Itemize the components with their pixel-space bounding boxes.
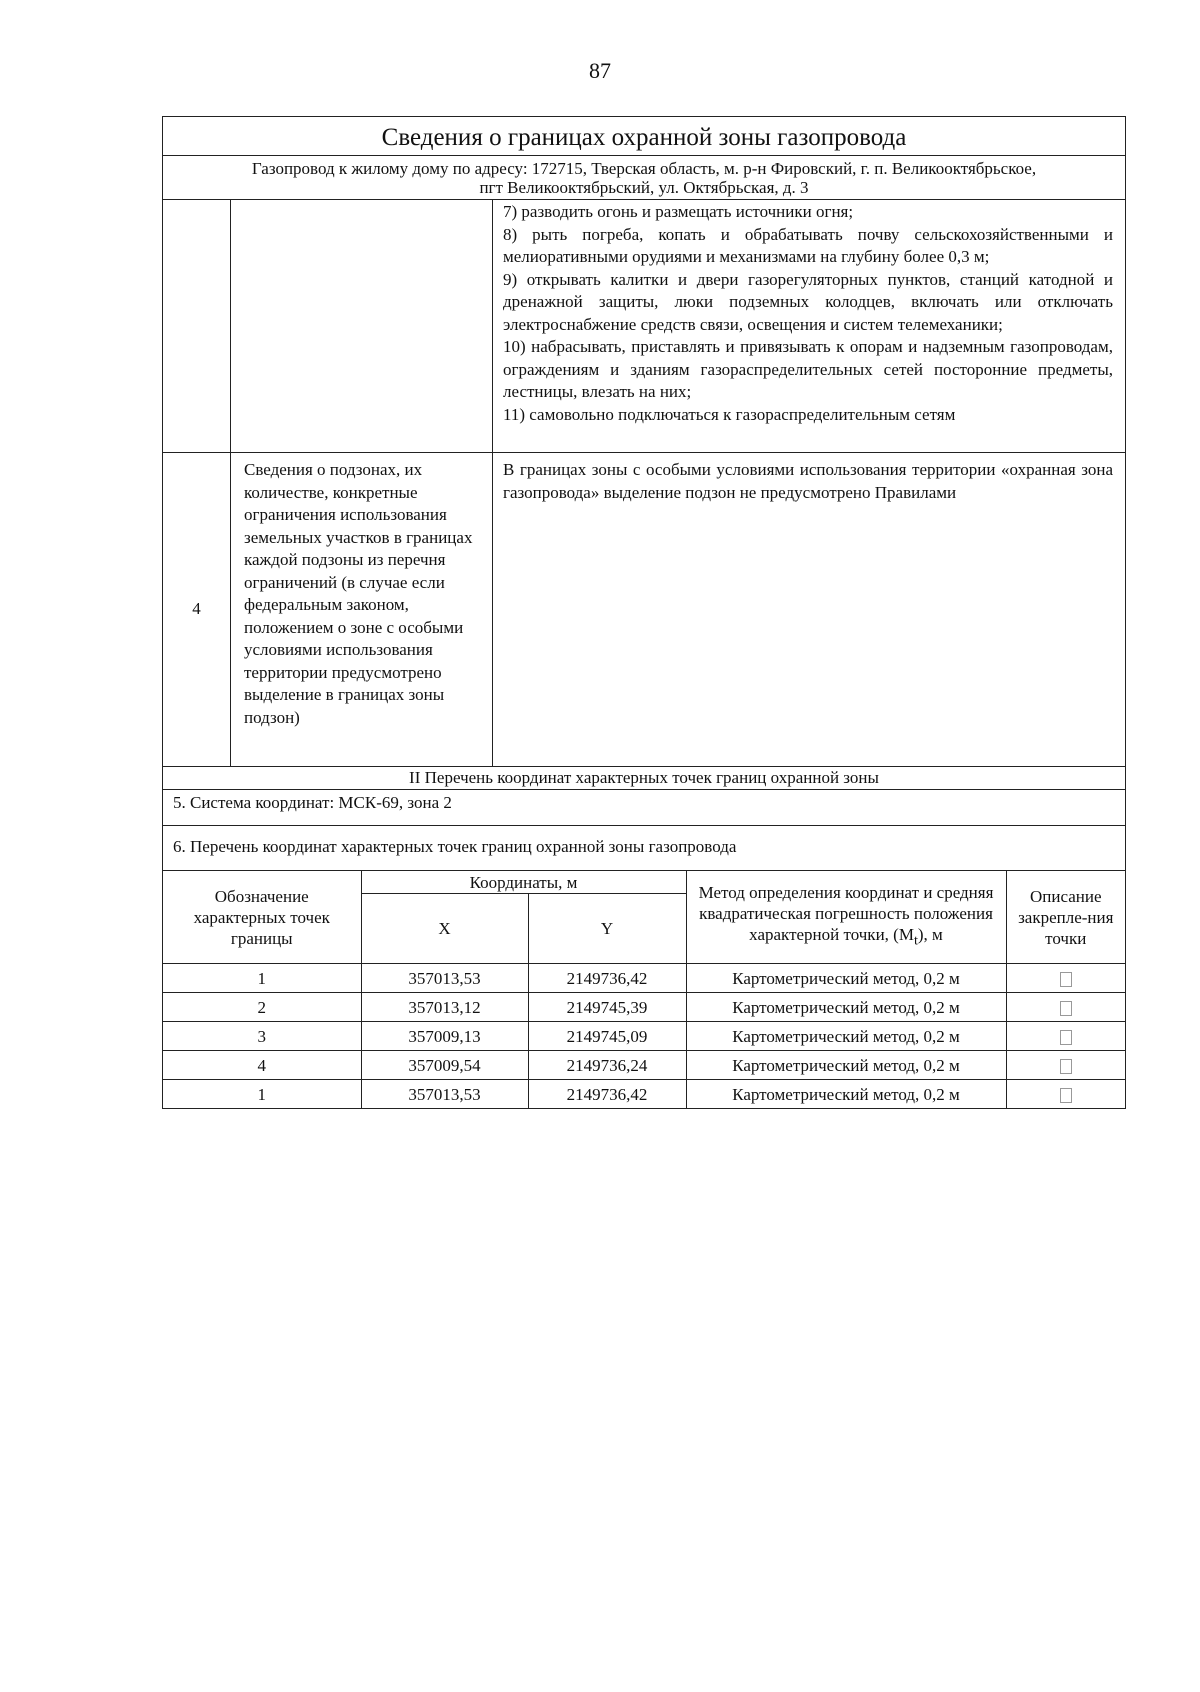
cell-fixing — [1006, 1051, 1125, 1080]
table-row — [163, 1022, 1125, 1051]
cell-method: Картометрический метод, 0,2 м — [686, 993, 1006, 1022]
coordinates-table — [163, 870, 1125, 1108]
cell-point: 4 — [163, 1051, 361, 1080]
table-row — [163, 964, 1125, 993]
header-method — [686, 871, 1006, 964]
cell-x: 357013,53 — [361, 1080, 528, 1109]
cell-point: 1 — [163, 964, 361, 993]
table-row — [163, 1051, 1125, 1080]
cell-method: Картометрический метод, 0,2 м — [686, 964, 1006, 993]
cell-x: 357009,13 — [361, 1022, 528, 1051]
cell-method: Картометрический метод, 0,2 м — [686, 1022, 1006, 1051]
address-line-1: Газопровод к жилому дому по адресу: 172715, Тверская область, м. р-н Фировский, г. п. Великооктябрьское, — [251, 159, 1037, 178]
restriction-item: 11) самовольно подключаться к газораспределительным сетям — [503, 404, 956, 424]
header-method-text: Метод определения координат и средняя квадратическая погрешность положения характерной точки, (M — [698, 883, 994, 945]
cell-point: 2 — [163, 993, 361, 1022]
cell-y: 2149745,39 — [528, 993, 686, 1022]
header-point: Обозначение характерных точек границы — [163, 871, 361, 964]
restrictions-list — [493, 200, 1125, 453]
cell-y: 2149736,24 — [528, 1051, 686, 1080]
cell-fixing — [1006, 993, 1125, 1022]
header-method-unit: ), м — [917, 925, 943, 945]
subzones-row — [163, 453, 1125, 766]
cell-x: 357013,12 — [361, 993, 528, 1022]
checkbox-icon — [1060, 1088, 1072, 1103]
cell-method: Картометрический метод, 0,2 м — [686, 1080, 1006, 1109]
coordinate-list-heading: 6. Перечень координат характерных точек границ охранной зоны газопровода — [163, 825, 1125, 870]
cell-y: 2149736,42 — [528, 1080, 686, 1109]
restriction-item: 8) рыть погреба, копать и обрабатывать почву сельскохозяйственными и мелиоративными орудиями и механизмами на глубину более 0,3 м; — [503, 224, 1113, 266]
cell-fixing — [1006, 964, 1125, 993]
gas-pipeline-address — [163, 156, 1125, 200]
header-fixing: Описание закрепле-ния точки — [1006, 871, 1125, 964]
cell-x: 357013,53 — [361, 964, 528, 993]
checkbox-icon — [1060, 1030, 1072, 1045]
cell-fixing — [1006, 1080, 1125, 1109]
restriction-item: 10) набрасывать, приставлять и привязывать к опорам и надземным газопроводам, ограждениям и зданиям газораспределительных сетей посторонние предметы, лестницы, влезать на них; — [503, 337, 1113, 401]
subzone-description: В границах зоны с особыми условиями использования территории «охранная зона газопровода» выделение подзон не предусмотрено Правилами — [503, 460, 1113, 502]
cell-y: 2149745,09 — [528, 1022, 686, 1051]
coordinate-system: 5. Система координат: МСК-69, зона 2 — [163, 789, 1125, 825]
header-method-subscript: t — [913, 932, 918, 949]
checkbox-icon — [1060, 972, 1072, 987]
cell-method: Картометрический метод, 0,2 м — [686, 1051, 1006, 1080]
restriction-item: 9) открывать калитки и двери газорегуляторных пунктов, станций катодной и дренажной защиты, люки подземных колодцев, включать или отключать электроснабжение средств связи, освещения и систем телемеханики; — [503, 269, 1113, 334]
subzone-field-name: Сведения о подзонах, их количестве, конкретные ограничения использования земельных участков в границах каждой подзоны из перечня ограничений (в случае если федеральным законом, положением о зоне с особыми условиями использования территории предусмотрено выделение в границах зоны подзон) — [231, 453, 493, 766]
restriction-item: 7) разводить огонь и размещать источники огня; — [503, 202, 854, 221]
protection-zone-document — [162, 116, 1126, 1109]
cell-point: 3 — [163, 1022, 361, 1051]
cell-y: 2149736,42 — [528, 964, 686, 993]
restrictions-number-cell — [163, 200, 231, 453]
cell-point: 1 — [163, 1080, 361, 1109]
section-2-heading: II Перечень координат характерных точек границ охранной зоны — [163, 766, 1125, 789]
checkbox-icon — [1060, 1059, 1072, 1074]
restrictions-row — [163, 200, 1125, 453]
checkbox-icon — [1060, 1001, 1072, 1016]
table-header-row — [163, 871, 1125, 894]
table-row — [163, 993, 1125, 1022]
page-number: 87 — [589, 58, 611, 83]
cell-fixing — [1006, 1022, 1125, 1051]
header-coords: Координаты, м — [361, 871, 686, 894]
document-title: Сведения о границах охранной зоны газопровода — [163, 117, 1125, 156]
table-row — [163, 1080, 1125, 1109]
restrictions-name-cell — [231, 200, 493, 453]
header-x: X — [361, 894, 528, 964]
cell-x: 357009,54 — [361, 1051, 528, 1080]
address-line-2: пгт Великооктябрьский, ул. Октябрьская, д. 3 — [479, 178, 809, 197]
subzone-row-number: 4 — [163, 453, 231, 766]
header-y: Y — [528, 894, 686, 964]
